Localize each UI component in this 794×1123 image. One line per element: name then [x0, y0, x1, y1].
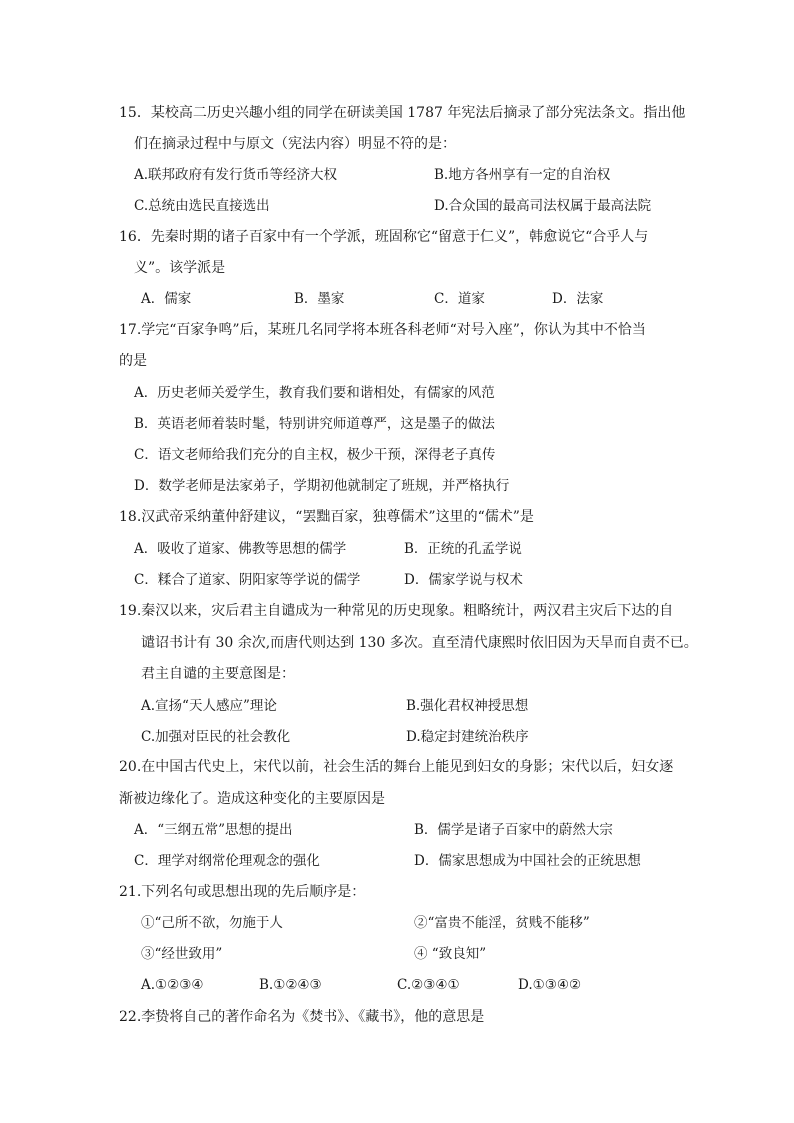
question-20-stem-line1: 20.在中国古代史上，宋代以前，社会生活的舞台上能见到妇女的身影；宋代以后，妇女逐: [119, 759, 674, 775]
question-18-option-c: C．糅合了道家、阴阳家等学说的儒学: [134, 572, 361, 588]
question-20-option-b: B．儒学是诸子百家中的蔚然大宗: [414, 822, 613, 838]
question-22-stem-line1: 22.李贽将自己的著作命名为《焚书》、《藏书》，他的意思是: [119, 1009, 485, 1025]
question-21-item-4: ④ “致良知”: [414, 946, 487, 962]
question-20-stem-line2: 渐被边缘化了。造成这种变化的主要原因是: [119, 791, 385, 807]
question-15-option-a: A.联邦政府有发行货币等经济大权: [134, 167, 338, 183]
question-19-stem-line1: 19.秦汉以来，灾后君主自谴成为一种常见的历史现象。粗略统计，两汉君主灾后下达的自: [119, 603, 674, 619]
question-21-stem-line1: 21.下列名句或思想出现的先后顺序是：: [119, 884, 366, 900]
question-18-option-d: D．儒家学说与权术: [404, 572, 523, 588]
question-17-option-b: B．英语老师着装时髦，特别讲究师道尊严，这是墨子的做法: [134, 416, 495, 432]
question-21-item-2: ②“富贵不能淫，贫贱不能移”: [414, 915, 590, 931]
question-19-stem-line2: 谴诏书计有 30 余次,而唐代则达到 130 多次。直至清代康熙时依旧因为天旱而自责不已。: [141, 635, 698, 651]
question-19-option-a: A.宣扬“天人感应”理论: [141, 698, 277, 714]
question-15-option-c: C.总统由选民直接选出: [134, 198, 270, 214]
question-18-option-a: A．吸收了道家、佛教等思想的儒学: [134, 541, 347, 557]
question-19-option-d: D.稳定封建统治秩序: [406, 729, 529, 745]
question-21-item-1: ①“己所不欲，勿施于人: [141, 915, 283, 931]
question-16-option-b: B．墨家: [294, 291, 345, 307]
question-20-option-c: C．理学对纲常伦理观念的强化: [134, 853, 320, 869]
question-18-stem-line1: 18.汉武帝采纳董仲舒建议，“罢黜百家，独尊儒术”这里的“儒术”是: [119, 509, 534, 525]
question-15-stem-line1: 15．某校高二历史兴趣小组的同学在研读美国 1787 年宪法后摘录了部分宪法条文。指出他: [119, 105, 686, 121]
question-21-item-3: ③“经世致用”: [141, 946, 223, 962]
question-20-option-a: A．“三纲五常”思想的提出: [134, 822, 293, 838]
question-15-option-b: B.地方各州享有一定的自治权: [434, 167, 611, 183]
question-17-stem-line1: 17.学完“百家争鸣”后，某班几名同学将本班各科老师“对号入座”，你认为其中不恰当: [119, 322, 646, 338]
question-16-option-a: A．儒家: [141, 291, 192, 307]
question-19-stem-line3: 君主自谴的主要意图是：: [141, 666, 295, 682]
question-16-option-d: D．法家: [552, 291, 604, 307]
question-15-option-d: D.合众国的最高司法权属于最高法院: [434, 198, 652, 214]
question-17-option-c: C．语文老师给我们充分的自主权，极少干预，深得老子真传: [134, 447, 496, 463]
question-16-option-c: C．道家: [434, 291, 485, 307]
question-19-option-b: B.强化君权神授思想: [406, 698, 529, 714]
question-18-option-b: B．正统的孔孟学说: [404, 541, 522, 557]
question-16-stem-line1: 16．先秦时期的诸子百家中有一个学派，班固称它“留意于仁义”，韩愈说它“合乎人与: [119, 229, 649, 245]
question-17-option-d: D．数学老师是法家弟子，学期初他就制定了班规，并严格执行: [134, 478, 510, 494]
question-19-option-c: C.加强对臣民的社会教化: [141, 729, 291, 745]
question-15-stem-line2: 们在摘录过程中与原文（宪法内容）明显不符的是：: [134, 136, 456, 152]
question-21-option-a: A.①②③④: [141, 977, 204, 993]
question-21-option-b: B.①②④③: [259, 977, 322, 993]
question-16-stem-line2: 义”。该学派是: [134, 260, 226, 276]
question-21-option-d: D.①③④②: [518, 977, 582, 993]
question-20-option-d: D．儒家思想成为中国社会的正统思想: [414, 853, 641, 869]
question-21-option-c: C.②③④①: [397, 977, 460, 993]
question-17-stem-line2: 的是: [119, 353, 147, 369]
question-17-option-a: A．历史老师关爱学生，教育我们要和谐相处，有儒家的风范: [134, 385, 495, 401]
